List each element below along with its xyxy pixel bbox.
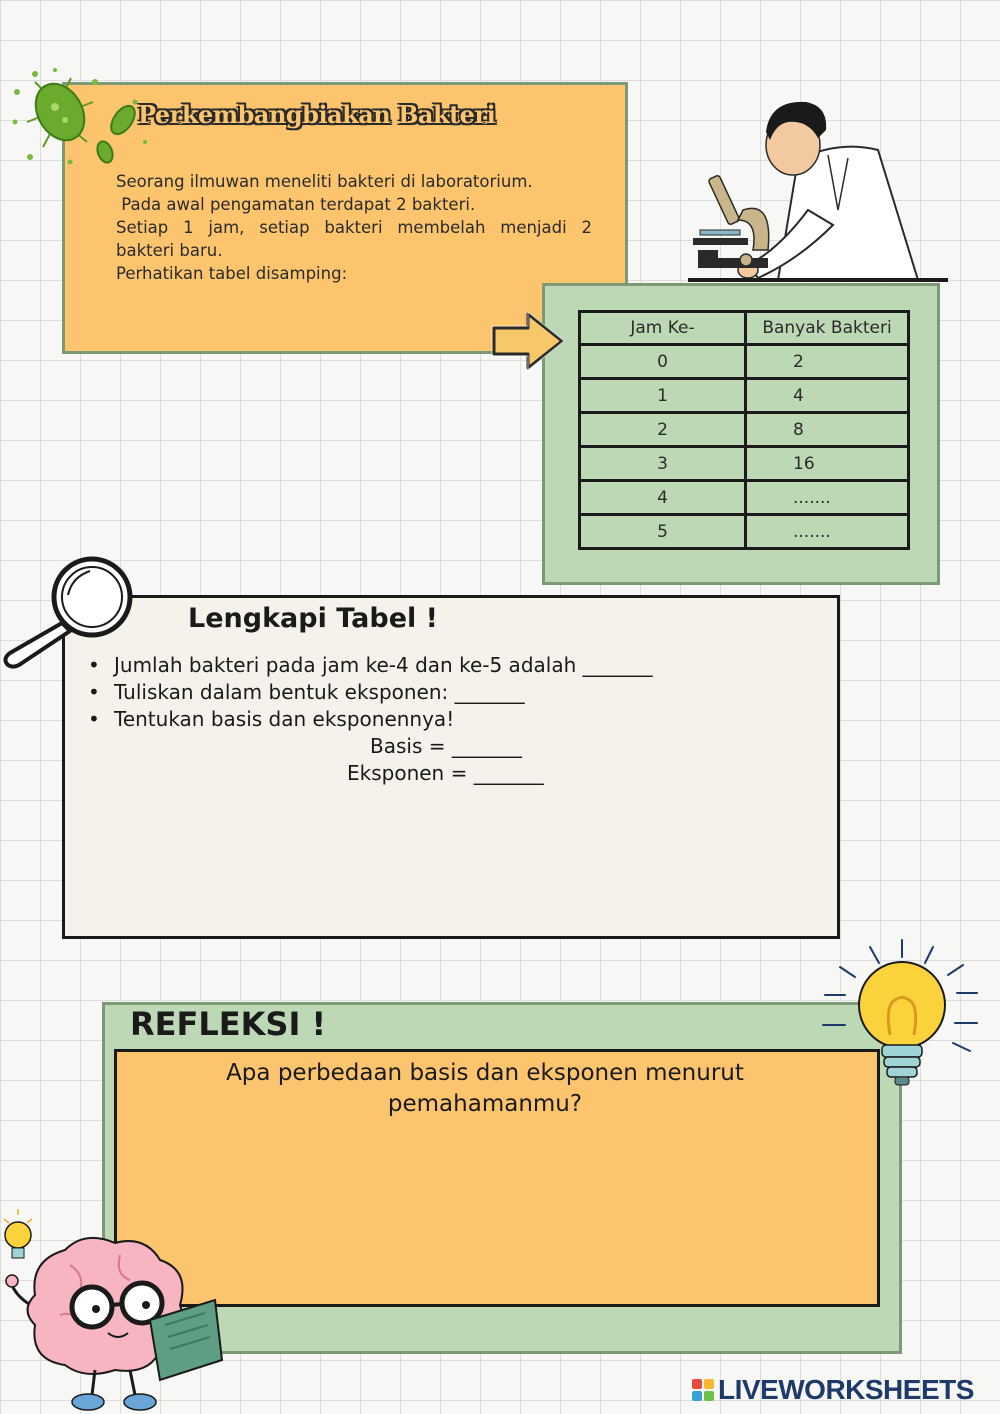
bacteria-icon bbox=[5, 62, 155, 172]
logo-mark-icon bbox=[692, 1379, 714, 1401]
table-row bbox=[580, 413, 909, 447]
table-row bbox=[580, 515, 909, 549]
task-item: • Tentukan basis dan eksponennya! bbox=[86, 706, 653, 733]
table-cell: 2 bbox=[746, 345, 909, 379]
table-row bbox=[580, 379, 909, 413]
table-row bbox=[580, 447, 909, 481]
table-header-row bbox=[580, 312, 909, 345]
brain-reading-illustration bbox=[0, 1205, 230, 1414]
table-cell: 8 bbox=[746, 413, 909, 447]
data-table bbox=[578, 310, 910, 550]
task-item: • Jumlah bakteri pada jam ke-4 dan ke-5 adalah _______ bbox=[86, 652, 653, 679]
table-cell: ....... bbox=[746, 481, 909, 515]
table-cell: 0 bbox=[580, 345, 746, 379]
task-list bbox=[86, 652, 653, 733]
table-header: Jam Ke- bbox=[580, 312, 746, 345]
task-item: • Tuliskan dalam bentuk eksponen: _______ bbox=[86, 679, 653, 706]
intro-line: bakteri baru. bbox=[116, 241, 223, 260]
logo-text: LIVEWORKSHEETS bbox=[718, 1374, 974, 1405]
intro-title: Perkembangbiakan Bakteri bbox=[138, 100, 496, 129]
table-cell: 2 bbox=[580, 413, 746, 447]
eksponen-blank: Eksponen = _______ bbox=[347, 761, 544, 785]
refleksi-question: Apa perbedaan basis dan eksponen menurut pemahamanmu? bbox=[226, 1060, 744, 1117]
arrow-right-icon bbox=[488, 308, 568, 374]
table-header: Banyak Bakteri bbox=[746, 312, 909, 345]
refleksi-title: REFLEKSI ! bbox=[130, 1005, 327, 1043]
intro-line: Pada awal pengamatan terdapat 2 bakteri. bbox=[116, 195, 476, 214]
intro-line: Setiap 1 jam, setiap bakteri membelah menjadi 2 bbox=[116, 218, 592, 237]
scientist-microscope-illustration bbox=[688, 90, 948, 290]
table-row bbox=[580, 481, 909, 515]
intro-line: Seorang ilmuwan meneliti bakteri di laboratorium. bbox=[116, 172, 533, 191]
table-cell: 4 bbox=[580, 481, 746, 515]
table-cell: 1 bbox=[580, 379, 746, 413]
table-cell: 4 bbox=[746, 379, 909, 413]
table-cell: 5 bbox=[580, 515, 746, 549]
table-cell: ....... bbox=[746, 515, 909, 549]
lengkapi-title: Lengkapi Tabel ! bbox=[188, 603, 438, 634]
table-row bbox=[580, 345, 909, 379]
liveworksheets-logo bbox=[692, 1374, 974, 1406]
lightbulb-icon bbox=[815, 935, 985, 1100]
table-cell: 16 bbox=[746, 447, 909, 481]
basis-blank: Basis = _______ bbox=[370, 734, 522, 758]
intro-line: Perhatikan tabel disamping: bbox=[116, 264, 348, 283]
table-cell: 3 bbox=[580, 447, 746, 481]
intro-text bbox=[116, 170, 592, 285]
